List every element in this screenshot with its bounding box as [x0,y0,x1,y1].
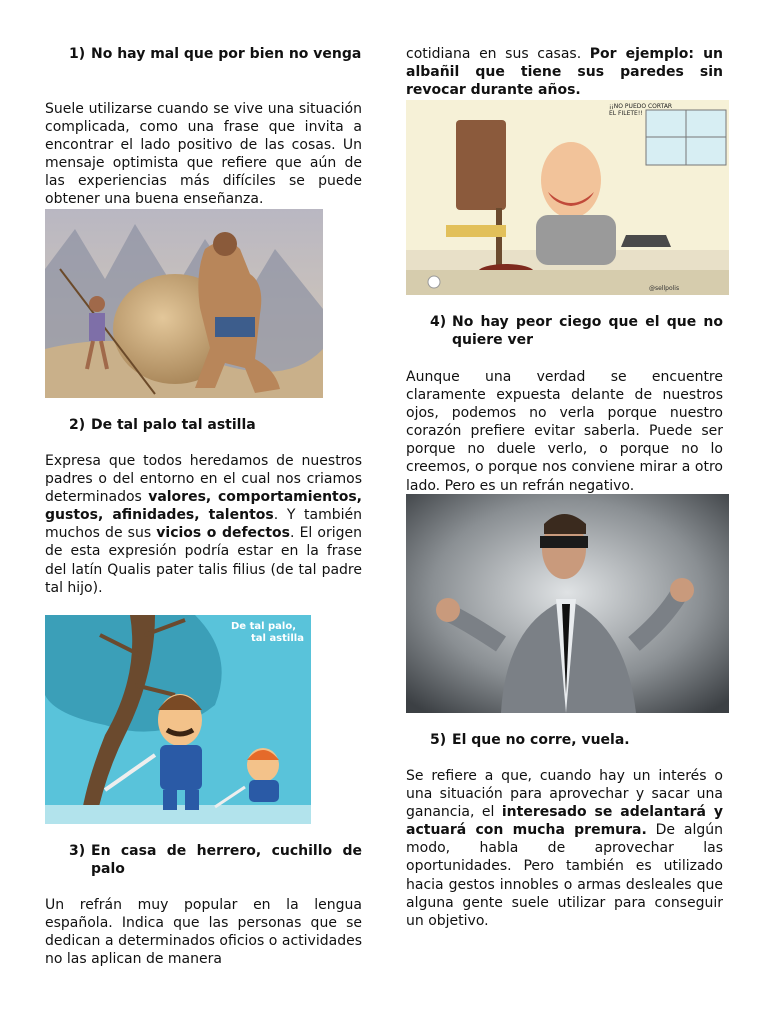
section-2-title: De tal palo tal astilla [91,417,256,433]
section-2-bold-b: vicios o defectos [156,525,290,542]
section-5-title: El que no corre, vuela. [452,732,630,748]
section-3-bold-a: Por ejemplo: un albañil que tiene sus paredes sin revocar durante años. [406,46,723,99]
section-2-bold-a: valores, comportamientos, gustos, afinidades, talentos [45,489,362,524]
section-2-text-b: . Y también muchos de sus [45,507,362,542]
bubble-line1: ¡¡NO PUEDO CORTAR [609,103,673,110]
section-5-heading [406,731,723,749]
section-5-text-b: De algún modo, habla de aprovechar las oportunidades. Pero también es utilizado hacia gestos innobles o armas desleales que alguna gente suele utilizar para conseguir un objetivo. [406,822,723,929]
palo-astilla-illustration [45,615,311,824]
section-3-text-part1 [45,896,362,968]
section-4-text: Aunque una verdad se encuentre claramente expuesta delante de nuestros ojos, podemos no verla porque nuestro corazón prefiere evitar saberla. Puede ser porque no duele verlo, o porque no lo creemos, o porque nos conviene mirar a otro lado. Pero es un refrán negativo. [406,369,723,494]
herrero-cartoon-drawing [406,100,729,295]
section-4-title: No hay peor ciego que el que no quiere ver [452,314,723,348]
section-3-heading [45,842,362,878]
section-3-title: En casa de herrero, cuchillo de palo [91,843,362,877]
section-2-text-a: Expresa que todos heredamos de nuestros padres o del entorno en el cual nos criamos determinados [45,453,362,506]
section-2-heading [45,416,362,434]
palo-astilla-drawing [45,615,311,824]
section-2-number: 2) [69,417,86,433]
section-1-title: No hay mal que por bien no venga [91,46,362,62]
image-caption-line2: tal astilla [251,633,304,644]
herrero-cartoon [406,100,729,295]
image-caption-line1: De tal palo, [231,621,297,632]
section-3-text-a: Un refrán muy popular en la lengua española. Indica que las personas que se dedican a determinados oficios o actividades no las aplican de manera [45,897,362,968]
section-2-text-c: . El origen de esta expresión podría estar en la frase del latín Qualis pater talis filius (de tal padre tal hijo). [45,525,363,596]
section-4-heading [406,313,723,349]
section-1-text: Suele utilizarse cuando se vive una situación complicada, como una frase que invita a encontrar el lado positivo de las cosas. Un mensaje optimista que refiere que aún de las experiencias más difíciles se puede obtener una buena enseñanza. [45,101,362,208]
section-5-bold-a: interesado se adelantará y actuará con mucha premura. [406,804,723,839]
section-2-text [45,452,362,597]
section-5-text-a: Se refiere a que, cuando hay un interés o una situación para aprovechar y sacar una ganancia, el [406,768,723,821]
boulder-illustration [45,209,323,398]
section-3-number: 3) [69,843,86,859]
section-5-text [406,767,723,930]
section-1-heading [45,45,362,63]
cartoon-signature: @sellpolis [649,285,680,292]
blindfolded-man-drawing [406,494,729,713]
bubble-line2: EL FILETE!! [609,110,643,117]
section-4-number: 4) [430,314,447,330]
section-1-number: 1) [69,46,86,62]
section-5-number: 5) [430,732,447,748]
section-3-text-part2: cotidiana en sus casas. Por ejemplo: un albañil que tiene sus paredes sin revocar durante años. [406,46,723,99]
blindfolded-man-photo [406,494,729,713]
boulder-illustration-drawing [45,209,323,398]
